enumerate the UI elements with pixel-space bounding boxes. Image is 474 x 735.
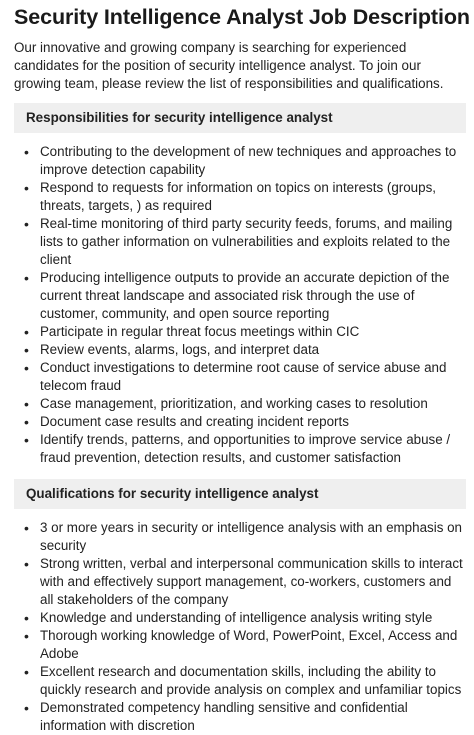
list-item: • Participate in regular threat focus meetings within CIC <box>14 323 466 341</box>
list-item: • Excellent research and documentation skills, including the ability to quickly research and provide analysis on complex and unfamiliar topics <box>14 663 466 699</box>
list-item: • 3 or more years in security or intelligence analysis with an emphasis on security <box>14 519 466 555</box>
responsibilities-list <box>14 143 466 467</box>
responsibilities-heading: Responsibilities for security intelligence analyst <box>14 103 466 133</box>
page-title: Security Intelligence Analyst Job Description <box>14 5 470 29</box>
list-item: • Document case results and creating incident reports <box>14 413 466 431</box>
list-item: • Conduct investigations to determine root cause of service abuse and telecom fraud <box>14 359 466 395</box>
list-item: • Knowledge and understanding of intelligence analysis writing style <box>14 609 466 627</box>
list-item: • Identify trends, patterns, and opportunities to improve service abuse / fraud prevention, detection results, and customer satisfaction <box>14 431 466 467</box>
list-item: • Strong written, verbal and interpersonal communication skills to interact with and effectively support management, co-workers, customers and all stakeholders of the company <box>14 555 466 609</box>
list-item: • Respond to requests for information on topics on interests (groups, threats, targets, ) as required <box>14 179 466 215</box>
list-item: • Thorough working knowledge of Word, PowerPoint, Excel, Access and Adobe <box>14 627 466 663</box>
list-item: • Real-time monitoring of third party security feeds, forums, and mailing lists to gather information on vulnerabilities and exploits related to the client <box>14 215 466 269</box>
list-item: • Case management, prioritization, and working cases to resolution <box>14 395 466 413</box>
list-item: • Review events, alarms, logs, and interpret data <box>14 341 466 359</box>
list-item: • Demonstrated competency handling sensitive and confidential information with discretion <box>14 699 466 735</box>
qualifications-list <box>14 519 466 735</box>
list-item: • Producing intelligence outputs to provide an accurate depiction of the current threat landscape and associated risk through the use of customer, community, and open source reporting <box>14 269 466 323</box>
list-item: • Contributing to the development of new techniques and approaches to improve detection capability <box>14 143 466 179</box>
intro-paragraph: Our innovative and growing company is searching for experienced candidates for the position of security intelligence analyst. To join our growing team, please review the list of responsibilities and qualifications. <box>14 40 444 91</box>
qualifications-heading: Qualifications for security intelligence analyst <box>14 479 466 509</box>
